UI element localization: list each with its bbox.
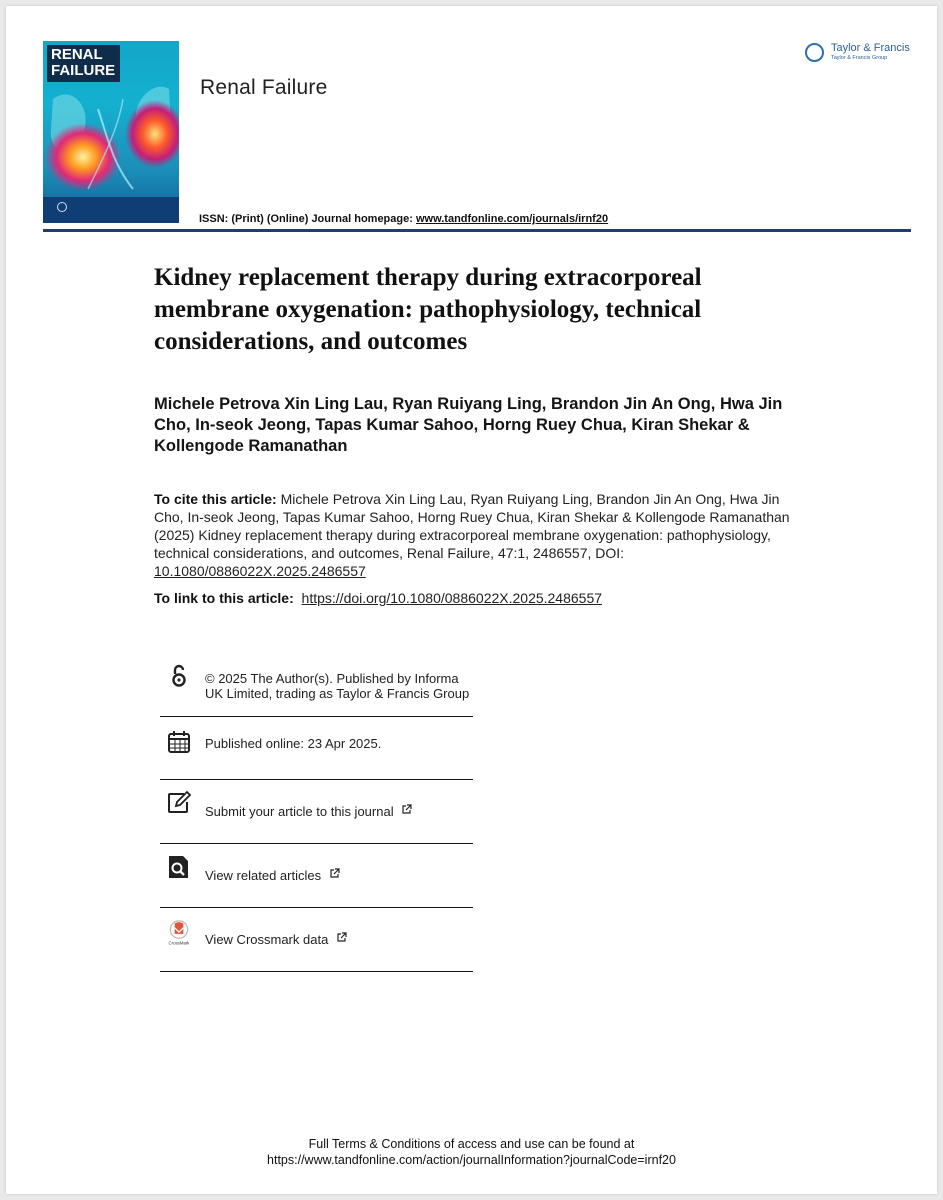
document-page	[6, 6, 937, 1194]
kidney-illustration	[43, 79, 179, 199]
cover-title: RENAL FAILURE	[47, 45, 120, 82]
issn-text: ISSN: (Print) (Online) Journal homepage:	[199, 213, 416, 225]
crossmark-link[interactable]: View Crossmark data	[205, 932, 329, 947]
publisher-logo-icon	[805, 43, 824, 62]
calendar-icon	[166, 729, 192, 755]
crossmark-icon	[166, 920, 192, 946]
cover-footer-band	[43, 197, 179, 223]
terms-footer	[0, 1136, 943, 1168]
crossmark-item[interactable]	[160, 908, 473, 972]
journal-title: Renal Failure	[200, 76, 328, 99]
article-title: Kidney replacement therapy during extracorporeal membrane oxygenation: pathophysiology, technical considerations, and outcomes	[154, 264, 702, 355]
journal-homepage-link[interactable]: www.tandfonline.com/journals/irnf20	[415, 213, 609, 225]
related-articles-link[interactable]: View related articles	[205, 868, 322, 883]
search-document-icon	[166, 854, 192, 880]
article-link-label: To link to this article:	[154, 590, 294, 606]
published-item	[160, 717, 473, 780]
doi-link[interactable]: 10.1080/0886022X.2025.2486557	[154, 563, 366, 579]
journal-cover-image	[43, 41, 179, 223]
terms-url-link[interactable]: https://www.tandfonline.com/action/journalInformation?journalCode=irnf20	[267, 1153, 676, 1167]
publisher-subname: Taylor & Francis Group	[831, 55, 888, 61]
submit-article-item[interactable]	[160, 780, 473, 844]
citation-label: To cite this article:	[154, 491, 277, 507]
article-info-list	[160, 661, 473, 972]
terms-text: Full Terms & Conditions of access and use can be found at	[308, 1137, 635, 1151]
article-authors: Michele Petrova Xin Ling Lau, Ryan Ruiyang Ling, Brandon Jin An Ong, Hwa Jin Cho, In-seok Jeong, Tapas Kumar Sahoo, Horng Ruey Chua, Kiran Shekar & Kollengode Ramanathan	[154, 395, 783, 455]
open-access-icon	[166, 663, 192, 689]
related-articles-item[interactable]	[160, 844, 473, 908]
edit-icon	[166, 790, 192, 816]
external-link-icon	[336, 932, 347, 943]
issn-line	[199, 213, 608, 225]
license-item	[160, 661, 473, 717]
external-link-icon	[401, 804, 412, 815]
publisher-logo	[805, 41, 915, 69]
crossmark-logo-text: CrossMark	[168, 940, 190, 946]
external-link-icon	[329, 868, 340, 879]
article-link-line	[154, 589, 804, 607]
header-rule	[43, 229, 911, 232]
published-date: Published online: 23 Apr 2025.	[205, 736, 382, 751]
article-url-link[interactable]: https://doi.org/10.1080/0886022X.2025.2486557	[301, 590, 603, 606]
submit-article-link[interactable]: Submit your article to this journal	[205, 804, 394, 819]
citation-block	[154, 490, 804, 580]
cover-publisher-logo	[57, 202, 67, 212]
publisher-name: Taylor & Francis	[831, 42, 910, 54]
citation-text: Michele Petrova Xin Ling Lau, Ryan Ruiyang Ling, Brandon Jin An Ong, Hwa Jin Cho, In-seok Jeong, Tapas Kumar Sahoo, Horng Ruey Chua, Kiran Shekar & Kollengode Ramanathan (2025) Kidney replacement therapy during extracorporeal membrane oxygenation: pathophysiology, technical considerations, and outcomes, Renal Failure, 47:1, 2486557, DOI:	[154, 491, 790, 561]
license-text: © 2025 The Author(s). Published by Informa UK Limited, trading as Taylor & Francis Group	[205, 671, 470, 701]
